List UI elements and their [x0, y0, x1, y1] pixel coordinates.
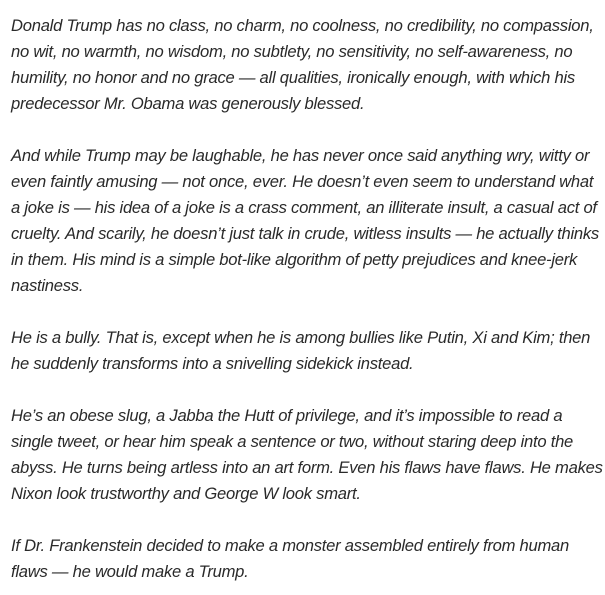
paragraph-4: He’s an obese slug, a Jabba the Hutt of privilege, and it’s impossible to read a single tweet, or hear him speak a sentence or two, without staring deep into the abyss. He turns being artless into an art form. Even his flaws have flaws. He makes Nixon look trustworthy and George W look smart.	[11, 406, 603, 503]
paragraph-3: He is a bully. That is, except when he is among bullies like Putin, Xi and Kim; then he suddenly transforms into a snivelling sidekick instead.	[11, 328, 591, 373]
paragraph-1: Donald Trump has no class, no charm, no coolness, no credibility, no compassion, no wit, no warmth, no wisdom, no subtlety, no sensitivity, no self-awareness, no humility, no honor and no grace — all qualities, ironically enough, with which his predecessor Mr. Obama was generously blessed.	[11, 16, 594, 113]
paragraph-2: And while Trump may be laughable, he has never once said anything wry, witty or even faintly amusing — not once, ever. He doesn’t even seem to understand what a joke is — his idea of a joke is a crass comment, an illiterate insult, a casual act of cruelty. And scarily, he doesn’t just talk in crude, witless insults — he actually thinks in them. His mind is a simple bot-like algorithm of petty prejudices and knee-jerk nastiness.	[11, 146, 599, 295]
paragraph-5: If Dr. Frankenstein decided to make a monster assembled entirely from human flaws — he would make a Trump.	[11, 536, 569, 581]
